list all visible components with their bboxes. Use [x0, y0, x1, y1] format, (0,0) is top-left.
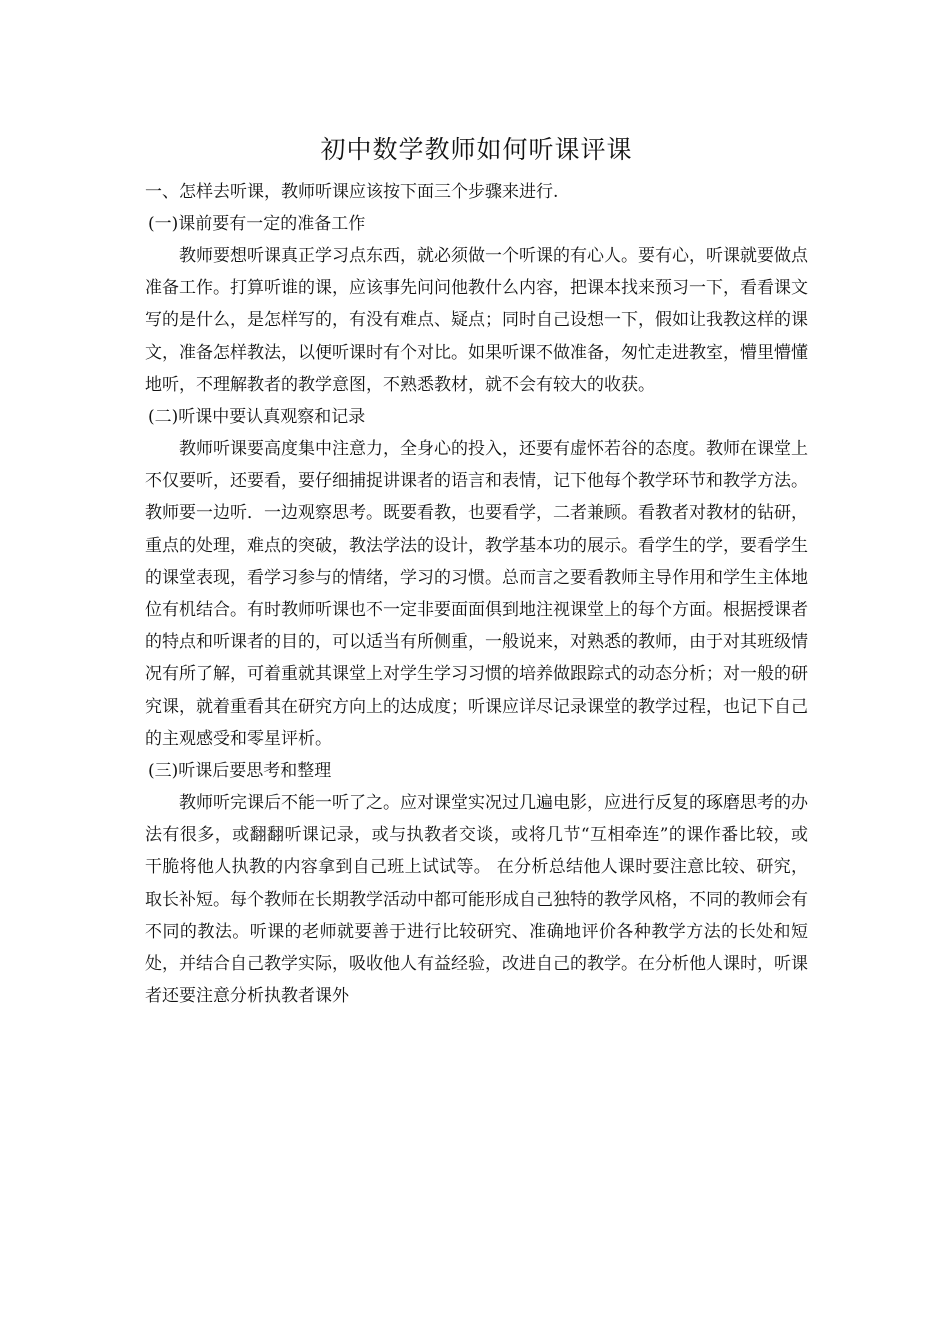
subheading-observation: (二)听课中要认真观察和记录 [148, 407, 366, 428]
subheading-reflection: (三)听课后要思考和整理 [148, 761, 332, 782]
section-heading-how-to-listen: 一、怎样去听课，教师听课应该按下面三个步骤来进行. [145, 182, 559, 202]
paragraph-reflection: 教师听完课后不能一听了之。应对课堂实况过几遍电影，应进行反复的琢磨思考的办法有很多，或翻翻听课记录，或与执教者交谈，或将几节“互相牵连”的课作番比较，或干脆将他人执教的内容拿到自己班上试试等。 在分析总结他人课时要注意比较、研究，取长补短。每个教师在长期教学活动中都可能形成自己独特的教学风格，不同的教师会有不同的教法。听课的老师就要善于进行比较研究、准确地评价各种教学方法的长处和短处，并结合自己教学实际，吸收他人有益经验，改进自己的教学。在分析他人课时，听课者还要注意分析执教者课外 [145, 793, 808, 1007]
document-title: 初中数学教师如何听课评课 [320, 135, 633, 164]
paragraph-observation: 教师听课要高度集中注意力，全身心的投入，还要有虚怀若谷的态度。教师在课堂上不仅要听，还要看，要仔细捕捉讲课者的语言和表情，记下他每个教学环节和教学方法。教师要一边听．一边观察思考。既要看教，也要看学，二者兼顾。看教者对教材的钻研，重点的处理，难点的突破，教法学法的设计，教学基本功的展示。看学生的学，要看学生的课堂表现，看学习参与的情绪，学习的习惯。总而言之要看教师主导作用和学生主体地位有机结合。有时教师听课也不一定非要面面俱到地注视课堂上的每个方面。根据授课者的特点和听课者的目的，可以适当有所侧重，一般说来，对熟悉的教师，由于对其班级情况有所了解，可着重就其课堂上对学生学习习惯的培养做跟踪式的动态分析；对一般的研究课，就着重看其在研究方向上的达成度；听课应详尽记录课堂的教学过程，也记下自己的主观感受和零星评析。 [145, 439, 808, 749]
subheading-preparation: (一)课前要有一定的准备工作 [148, 214, 366, 234]
paragraph-preparation: 教师要想听课真正学习点东西，就必须做一个听课的有心人。要有心，听课就要做点准备工作。打算听谁的课，应该事先问问他教什么内容，把课本找来预习一下，看看课文写的是什么，是怎样写的，有没有难点、疑点；同时自己设想一下，假如让我教这样的课文，准备怎样教法，以便听课时有个对比。如果听课不做准备，匆忙走进教室，懵里懵懂地听，不理解教者的教学意图，不熟悉教材，就不会有较大的收获。 [145, 246, 808, 395]
document-page [145, 128, 808, 1012]
